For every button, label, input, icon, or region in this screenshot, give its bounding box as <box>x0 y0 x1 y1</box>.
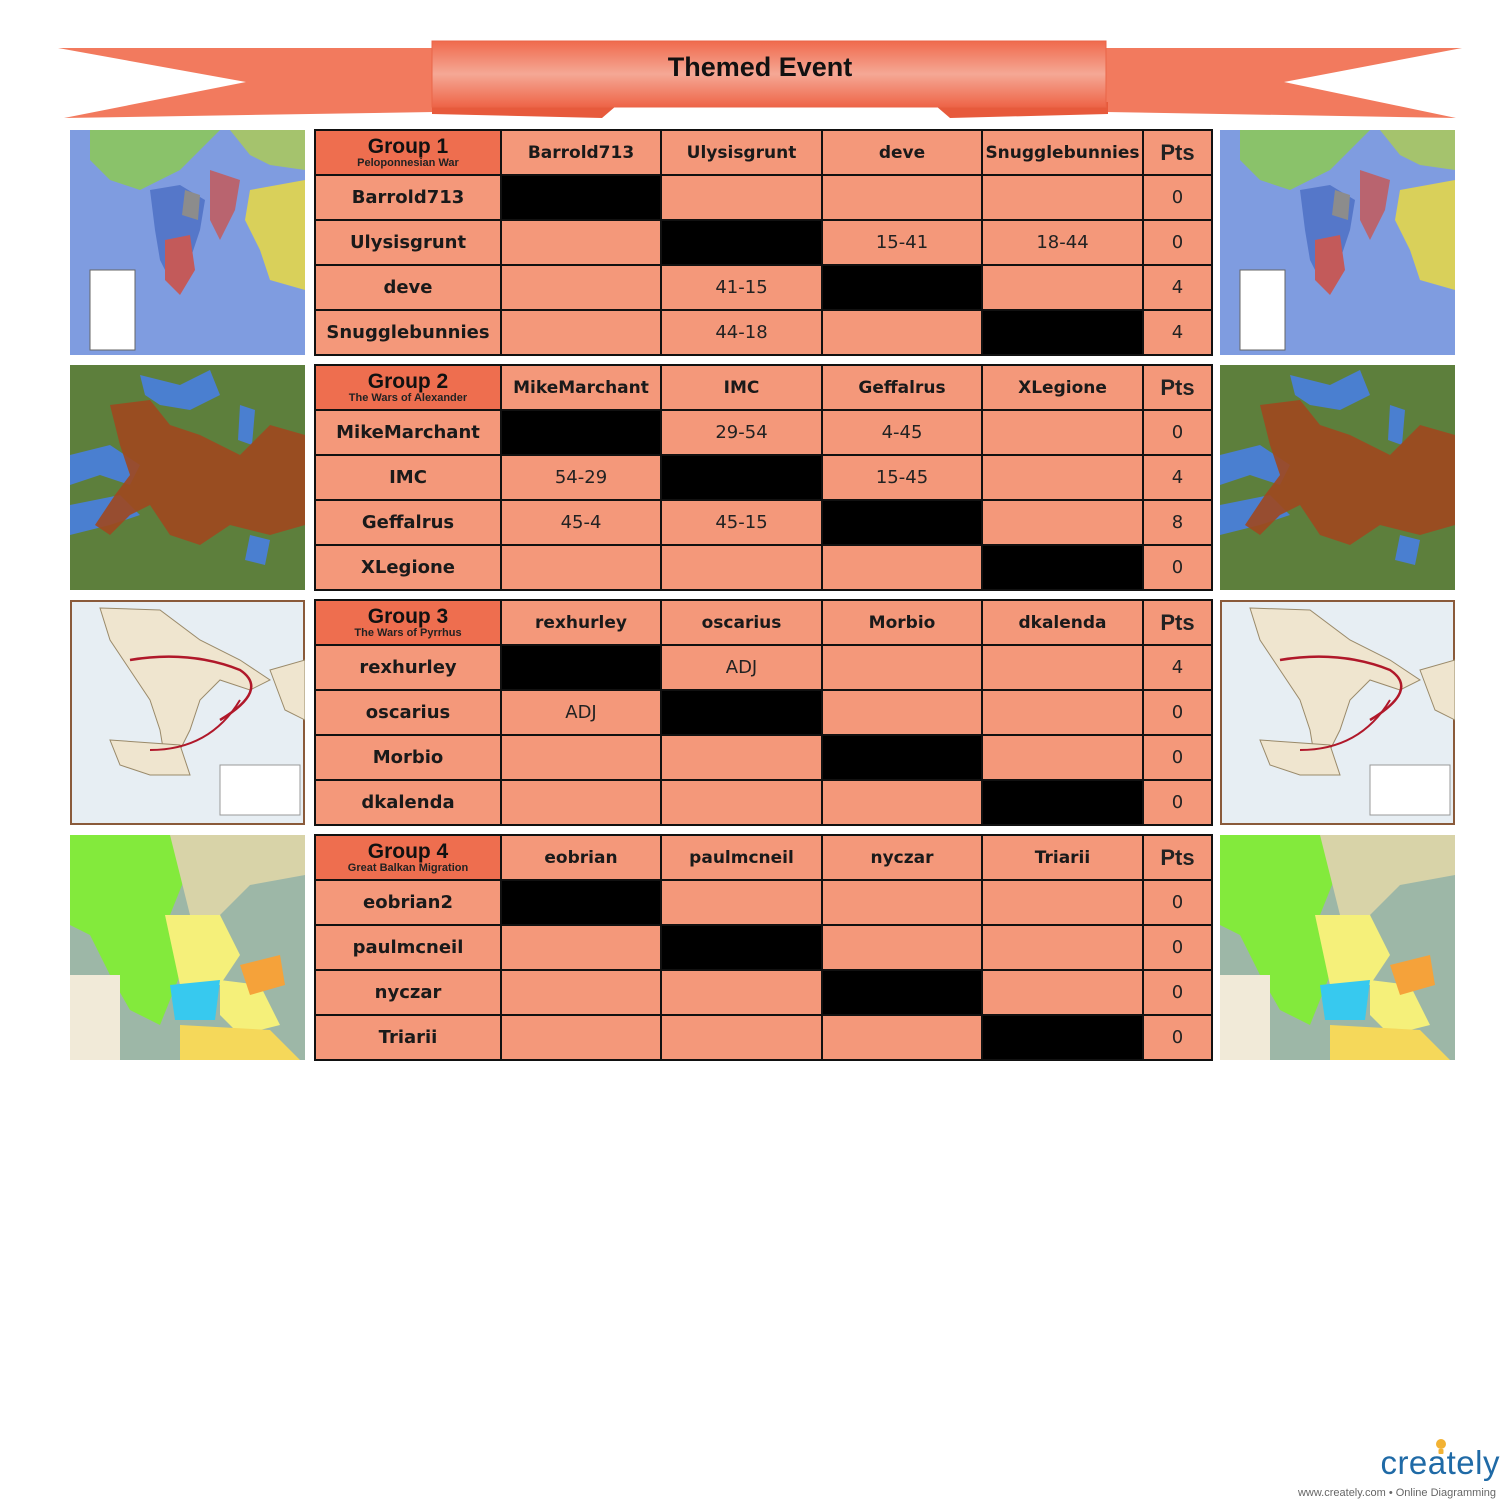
points-cell: 0 <box>1143 1015 1212 1060</box>
result-cell <box>501 545 661 590</box>
result-cell: ADJ <box>501 690 661 735</box>
row-player: Ulysisgrunt <box>315 220 501 265</box>
self-match-cell <box>822 735 982 780</box>
group-3-table <box>314 599 1213 826</box>
points-cell: 4 <box>1143 645 1212 690</box>
group-subtitle: Peloponnesian War <box>357 157 459 169</box>
result-cell <box>822 645 982 690</box>
row-player: IMC <box>315 455 501 500</box>
result-cell: 4-45 <box>822 410 982 455</box>
result-cell <box>982 690 1143 735</box>
self-match-cell <box>661 925 822 970</box>
result-cell: 29-54 <box>661 410 822 455</box>
points-header: Pts <box>1143 130 1212 175</box>
result-cell <box>501 1015 661 1060</box>
table-row <box>315 545 1212 590</box>
points-cell: 0 <box>1143 690 1212 735</box>
self-match-cell <box>501 645 661 690</box>
self-match-cell <box>982 545 1143 590</box>
column-player: Morbio <box>822 600 982 645</box>
map-image-alexander-right <box>1220 365 1455 590</box>
table-row <box>315 780 1212 825</box>
table-row <box>315 310 1212 355</box>
points-cell: 0 <box>1143 780 1212 825</box>
column-player: MikeMarchant <box>501 365 661 410</box>
points-cell: 4 <box>1143 265 1212 310</box>
row-player: rexhurley <box>315 645 501 690</box>
points-header: Pts <box>1143 835 1212 880</box>
title-banner <box>56 38 1464 122</box>
group-title: Group 1 <box>367 135 449 158</box>
table-row <box>315 220 1212 265</box>
row-player: paulmcneil <box>315 925 501 970</box>
logo-tagline: www.creately.com • Online Diagramming <box>1297 1487 1496 1499</box>
table-row <box>315 880 1212 925</box>
table-row <box>315 925 1212 970</box>
group-title: Group 2 <box>367 370 449 393</box>
table-row <box>315 645 1212 690</box>
group-title-cell <box>315 130 501 175</box>
group-1-table <box>314 129 1213 356</box>
self-match-cell <box>661 455 822 500</box>
points-cell: 0 <box>1143 220 1212 265</box>
result-cell: 41-15 <box>661 265 822 310</box>
map-image-alexander-left <box>70 365 305 590</box>
map-image-pyrrhus-left <box>70 600 305 825</box>
result-cell: 15-45 <box>822 455 982 500</box>
group-2-table <box>314 364 1213 591</box>
result-cell: 54-29 <box>501 455 661 500</box>
table-row <box>315 500 1212 545</box>
column-player: Triarii <box>982 835 1143 880</box>
result-cell <box>501 220 661 265</box>
row-player: oscarius <box>315 690 501 735</box>
column-player: deve <box>822 130 982 175</box>
map-image-balkan-right <box>1220 835 1455 1060</box>
self-match-cell <box>982 780 1143 825</box>
self-match-cell <box>822 500 982 545</box>
self-match-cell <box>661 690 822 735</box>
points-cell: 0 <box>1143 880 1212 925</box>
result-cell <box>661 735 822 780</box>
result-cell <box>661 880 822 925</box>
group-title: Group 3 <box>367 605 449 628</box>
map-image-pyrrhus-right <box>1220 600 1455 825</box>
self-match-cell <box>501 880 661 925</box>
result-cell <box>501 780 661 825</box>
self-match-cell <box>661 220 822 265</box>
result-cell <box>822 310 982 355</box>
result-cell: 18-44 <box>982 220 1143 265</box>
result-cell: 45-4 <box>501 500 661 545</box>
header-row <box>315 130 1212 175</box>
column-player: Ulysisgrunt <box>661 130 822 175</box>
table-row <box>315 265 1212 310</box>
row-player: Barrold713 <box>315 175 501 220</box>
table-row <box>315 690 1212 735</box>
table-row <box>315 735 1212 780</box>
points-cell: 0 <box>1143 545 1212 590</box>
result-cell <box>501 970 661 1015</box>
row-player: XLegione <box>315 545 501 590</box>
result-cell <box>501 310 661 355</box>
column-player: rexhurley <box>501 600 661 645</box>
row-player: MikeMarchant <box>315 410 501 455</box>
table-row <box>315 410 1212 455</box>
result-cell <box>661 545 822 590</box>
result-cell: ADJ <box>661 645 822 690</box>
result-cell <box>982 265 1143 310</box>
row-player: Snugglebunnies <box>315 310 501 355</box>
table-row <box>315 1015 1212 1060</box>
result-cell <box>982 925 1143 970</box>
result-cell <box>982 455 1143 500</box>
self-match-cell <box>822 970 982 1015</box>
row-player: Geffalrus <box>315 500 501 545</box>
result-cell <box>501 735 661 780</box>
points-cell: 0 <box>1143 970 1212 1015</box>
map-image-balkan-left <box>70 835 305 1060</box>
logo-wordmark: creately <box>1380 1444 1500 1481</box>
table-row <box>315 175 1212 220</box>
column-player: IMC <box>661 365 822 410</box>
column-player: nyczar <box>822 835 982 880</box>
column-player: XLegione <box>982 365 1143 410</box>
result-cell <box>661 970 822 1015</box>
result-cell <box>661 1015 822 1060</box>
group-4-table <box>314 834 1213 1061</box>
column-player: Geffalrus <box>822 365 982 410</box>
group-subtitle: The Wars of Alexander <box>348 392 468 404</box>
column-player: oscarius <box>661 600 822 645</box>
table-row <box>315 970 1212 1015</box>
table-row <box>315 455 1212 500</box>
points-cell: 0 <box>1143 925 1212 970</box>
row-player: nyczar <box>315 970 501 1015</box>
group-subtitle: The Wars of Pyrrhus <box>354 627 462 639</box>
header-row <box>315 365 1212 410</box>
result-cell <box>982 410 1143 455</box>
column-player: Snugglebunnies <box>982 130 1143 175</box>
column-player: eobrian <box>501 835 661 880</box>
row-player: Morbio <box>315 735 501 780</box>
result-cell <box>822 175 982 220</box>
group-title: Group 4 <box>367 840 449 863</box>
points-header: Pts <box>1143 365 1212 410</box>
points-header: Pts <box>1143 600 1212 645</box>
page-title: Themed Event <box>667 52 853 82</box>
group-subtitle: Great Balkan Migration <box>347 862 469 874</box>
column-player: Barrold713 <box>501 130 661 175</box>
self-match-cell <box>501 410 661 455</box>
result-cell <box>822 545 982 590</box>
result-cell <box>501 925 661 970</box>
map-image-peloponnesian-right <box>1220 130 1455 355</box>
result-cell: 45-15 <box>661 500 822 545</box>
header-row <box>315 600 1212 645</box>
result-cell <box>501 265 661 310</box>
result-cell <box>982 735 1143 780</box>
points-cell: 4 <box>1143 310 1212 355</box>
group-title-cell <box>315 365 501 410</box>
group-title-cell <box>315 835 501 880</box>
points-cell: 0 <box>1143 175 1212 220</box>
result-cell <box>822 925 982 970</box>
result-cell <box>982 500 1143 545</box>
points-cell: 4 <box>1143 455 1212 500</box>
result-cell <box>822 690 982 735</box>
self-match-cell <box>982 310 1143 355</box>
result-cell <box>822 1015 982 1060</box>
result-cell <box>661 175 822 220</box>
row-player: eobrian2 <box>315 880 501 925</box>
result-cell: 44-18 <box>661 310 822 355</box>
points-cell: 8 <box>1143 500 1212 545</box>
result-cell <box>982 645 1143 690</box>
points-cell: 0 <box>1143 410 1212 455</box>
column-player: paulmcneil <box>661 835 822 880</box>
header-row <box>315 835 1212 880</box>
result-cell: 15-41 <box>822 220 982 265</box>
result-cell <box>822 780 982 825</box>
row-player: deve <box>315 265 501 310</box>
result-cell <box>982 175 1143 220</box>
result-cell <box>822 880 982 925</box>
group-title-cell <box>315 600 501 645</box>
self-match-cell <box>982 1015 1143 1060</box>
row-player: Triarii <box>315 1015 501 1060</box>
self-match-cell <box>501 175 661 220</box>
result-cell <box>982 880 1143 925</box>
points-cell: 0 <box>1143 735 1212 780</box>
column-player: dkalenda <box>982 600 1143 645</box>
map-image-peloponnesian-left <box>70 130 305 355</box>
row-player: dkalenda <box>315 780 501 825</box>
result-cell <box>982 970 1143 1015</box>
self-match-cell <box>822 265 982 310</box>
result-cell <box>661 780 822 825</box>
